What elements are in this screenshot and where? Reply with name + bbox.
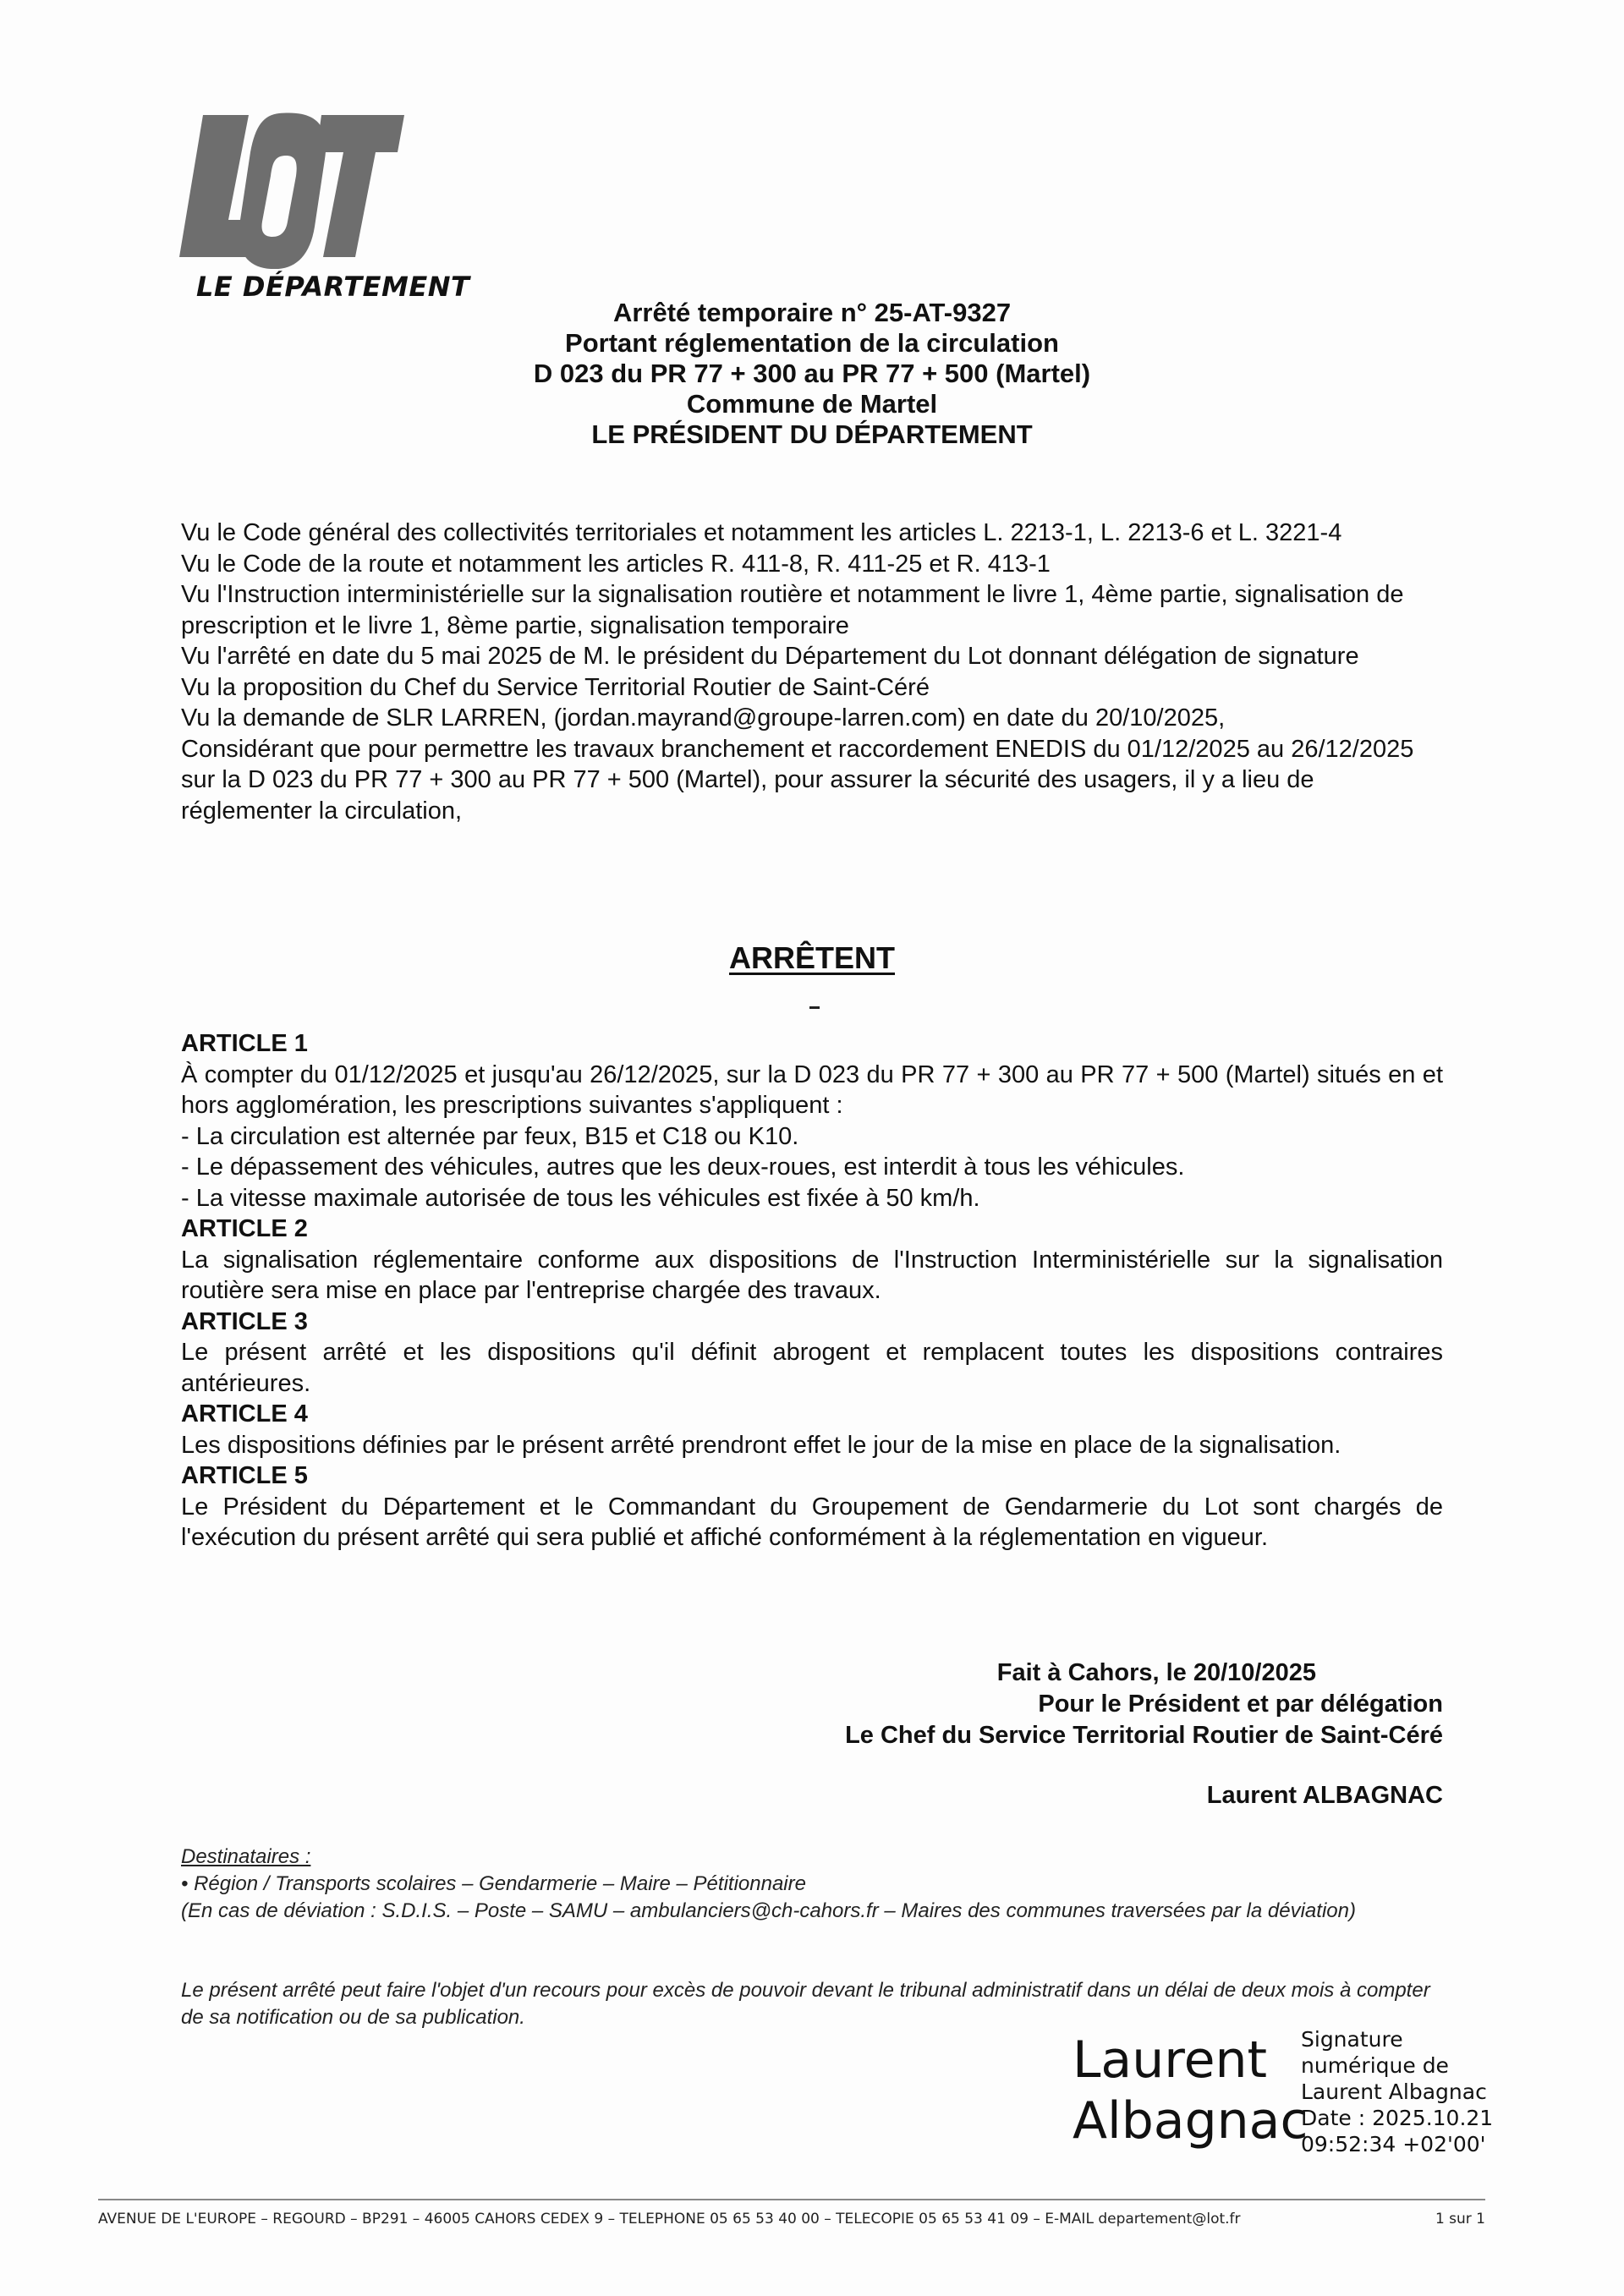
article-1-item: - Le dépassement des véhicules, autres que les deux-roues, est interdit à tous les véhicules. <box>181 1153 1185 1181</box>
recipients-title: Destinataires : <box>181 1845 311 1868</box>
visa-item: Vu l'arrêté en date du 5 mai 2025 de M. le président du Département du Lot donnant délégation de signature <box>181 643 1359 670</box>
article-3-title: ARTICLE 3 <box>181 1307 308 1335</box>
logo-subtitle: LE DÉPARTEMENT <box>196 271 470 303</box>
decree-subject: Portant réglementation de la circulation <box>565 328 1059 358</box>
separator-dash <box>809 1006 820 1009</box>
visa-item: Vu la proposition du Chef du Service Territorial Routier de Saint-Céré <box>181 673 930 701</box>
digital-signature-first-name: Laurent <box>1073 2030 1268 2090</box>
visa-item: Vu le Code général des collectivités territoriales et notamment les articles L. 2213-1, L. 2213-6 et L. 3221-4 <box>181 519 1342 546</box>
article-5-title: ARTICLE 5 <box>181 1462 308 1489</box>
appeal-notice-text: Le présent arrêté peut faire l'objet d'un recours pour excès de pouvoir devant le tribunal administratif dans un délai de deux mois à compter de sa notification ou de sa publication. <box>181 1979 1430 2029</box>
visa-item: Vu le Code de la route et notamment les articles R. 411-8, R. 411-25 et R. 413-1 <box>181 550 1051 578</box>
digital-signature-name <box>1073 2030 1308 2151</box>
visa-item: Vu l'Instruction interministérielle sur la signalisation routière et notamment le livre 1, 4ème partie, signalisation de prescription et le livre 1, 8ème partie, signalisation temporaire <box>181 581 1404 639</box>
digital-signature-last-name: Albagnac <box>1073 2091 1309 2151</box>
article-2-title: ARTICLE 2 <box>181 1215 308 1242</box>
decree-title-block <box>406 298 1218 450</box>
article-1-item: - La vitesse maximale autorisée de tous les véhicules est fixée à 50 km/h. <box>181 1184 980 1212</box>
considering-item: Considérant que pour permettre les travaux branchement et raccordement ENEDIS du 01/12/2025 au 26/12/2025 sur la D 023 du PR 77 + 300 au PR 77 + 500 (Martel), pour assurer la sécurité des usagers, il y a lieu de réglementer la circulation, <box>181 735 1414 825</box>
recipients-section <box>181 1844 1443 1925</box>
article-2-text: La signalisation réglementaire conforme aux dispositions de l'Instruction Interministérielle sur la signalisation routière sera mise en place par l'entreprise chargée des travaux. <box>181 1246 1443 1304</box>
lot-logo-icon <box>179 108 408 269</box>
signature-block <box>845 1658 1443 1751</box>
visa-item: Vu la demande de SLR LARREN, (jordan.mayrand@groupe-larren.com) en date du 20/10/2025, <box>181 704 1226 732</box>
visas-section <box>181 518 1443 826</box>
decision-heading-text: ARRÊTENT <box>729 940 895 975</box>
signatory-role: Le Chef du Service Territorial Routier de Saint-Céré <box>845 1722 1443 1749</box>
footer <box>98 2211 1485 2228</box>
digital-signature-line: numérique de <box>1301 2053 1449 2078</box>
digital-signature-line: Signature <box>1301 2027 1403 2052</box>
article-5-text: Le Président du Département et le Commandant du Groupement de Gendarmerie du Lot sont chargés de l'exécution du présent arrêté qui sera publié et affiché conformément à la réglementation en vigueur. <box>181 1493 1443 1551</box>
articles-section <box>181 1028 1443 1553</box>
article-1-text: À compter du 01/12/2025 et jusqu'au 26/12/2025, sur la D 023 du PR 77 + 300 au PR 77 + 500 (Martel) situés en et hors agglomération, les prescriptions suivantes s'appliquent : <box>181 1060 1443 1119</box>
place-date: Fait à Cahors, le 20/10/2025 <box>996 1659 1316 1686</box>
page-number: 1 sur 1 <box>1435 2211 1485 2228</box>
decree-number: Arrêté temporaire n° 25-AT-9327 <box>612 298 1012 327</box>
department-logo <box>179 108 470 304</box>
footer-divider <box>98 2199 1485 2200</box>
article-3-text: Le présent arrêté et les dispositions qu'il définit abrogent et remplacent toutes les dispositions contraires antérieures. <box>181 1339 1443 1397</box>
decision-heading <box>0 940 1624 976</box>
article-4-text: Les dispositions définies par le présent arrêté prendront effet le jour de la mise en place de la signalisation. <box>181 1431 1341 1459</box>
article-1-title: ARTICLE 1 <box>181 1030 308 1057</box>
digital-signature-date: Date : 2025.10.21 <box>1301 2106 1494 2130</box>
article-1-item: - La circulation est alternée par feux, B15 et C18 ou K10. <box>181 1122 799 1150</box>
article-4-title: ARTICLE 4 <box>181 1400 308 1427</box>
digital-signature-time: 09:52:34 +02'00' <box>1301 2132 1486 2156</box>
decree-commune: Commune de Martel <box>686 389 938 419</box>
decree-authority: LE PRÉSIDENT DU DÉPARTEMENT <box>591 419 1033 449</box>
signatory-name: Laurent ALBAGNAC <box>1206 1782 1443 1809</box>
recipients-main: • Région / Transports scolaires – Gendarmerie – Maire – Pétitionnaire <box>181 1872 806 1895</box>
delegation-line: Pour le Président et par délégation <box>1038 1690 1443 1718</box>
footer-address: AVENUE DE L'EUROPE – REGOURD – BP291 – 46005 CAHORS CEDEX 9 – TELEPHONE 05 65 53 40 00 – TELECOPIE 05 65 53 41 09 – E-MAIL departement@lot.fr <box>98 2211 1241 2228</box>
appeal-notice <box>181 1977 1443 2031</box>
decree-road-section: D 023 du PR 77 + 300 au PR 77 + 500 (Martel) <box>533 359 1091 388</box>
digital-signature-info <box>1301 2026 1493 2157</box>
digital-signature-line: Laurent Albagnac <box>1301 2080 1487 2104</box>
recipients-deviation: (En cas de déviation : S.D.I.S. – Poste – SAMU – ambulanciers@ch-cahors.fr – Maires des communes traversées par la déviation) <box>181 1899 1356 1922</box>
